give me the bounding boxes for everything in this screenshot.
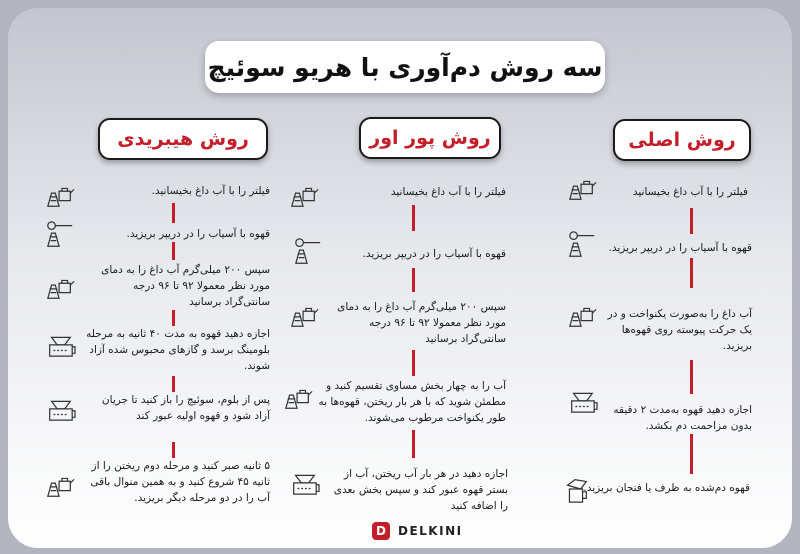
kettle-icon	[288, 300, 320, 330]
step-text: اجازه دهید در هر بار آب ریختن، آب از بستر قهوه عبور کند و سپس بخش بعدی را اضافه کنید	[333, 468, 508, 512]
connector-line	[172, 242, 175, 260]
header-hybrid-method: روش هیبریدی	[98, 118, 268, 160]
scoop-icon	[292, 237, 324, 267]
connector-line	[690, 360, 693, 394]
connector-line	[172, 376, 175, 392]
connector-line	[412, 350, 415, 376]
step-text: سپس ۲۰۰ میلی‌گرم آب داغ را به دمای مورد نظر معمولا ۹۲ تا ۹۶ درجه سانتی‌گراد برسانید	[337, 301, 506, 345]
step-text: آب داغ را به‌صورت یکنواخت و در یک حرکت پیوسته روی قهوه‌ها بریزید.	[607, 308, 752, 352]
step-text: قهوه با آسیاب را در دریپر بریزید.	[608, 242, 752, 254]
kettle-icon	[44, 470, 76, 500]
connector-line	[412, 268, 415, 292]
connector-line	[412, 205, 415, 231]
header-pour-over-method: روش پور اور	[359, 117, 501, 159]
step-text: فیلتر را با آب داغ بخیسانید	[632, 186, 748, 198]
step-text: اجازه دهید قهوه به مدت ۴۰ ثانیه به مرحله بلومینگ برسد و گازهای محبوس شده آزاد شوند.	[86, 328, 270, 372]
connector-line	[412, 430, 415, 458]
brand-mark-icon: D	[372, 522, 390, 540]
connector-line	[172, 203, 175, 223]
connector-line	[690, 434, 693, 474]
connector-line	[172, 442, 175, 458]
server-icon	[288, 466, 320, 496]
scoop-icon	[566, 230, 598, 260]
brand-name: DELKINI	[398, 524, 463, 538]
step-text: قهوه با آسیاب را در دریپر بریزید.	[362, 248, 506, 260]
step-text: پس از بلوم، سوئیچ را باز کنید تا جریان آزاد شود و قهوه اولیه عبور کند	[101, 394, 270, 422]
step-text: آب را به چهار بخش مساوی تقسیم کنید و مطمئن شوید که با هر بار ریختن، قهوه‌ها به طور یکنواخت مرطوب می‌شوند.	[318, 380, 506, 424]
brand-logo	[372, 522, 463, 540]
kettle-icon	[44, 180, 76, 210]
connector-line	[690, 208, 693, 234]
server-icon	[44, 328, 76, 358]
step-text: ۵ ثانیه صبر کنید و مرحله دوم ریختن را از ثانیه ۴۵ شروع کنید و به همین منوال باقی آب را در دو مرحله دیگر بریزید.	[90, 460, 270, 504]
server-icon	[566, 384, 598, 414]
step-text: قهوه دم‌شده به ظرف یا فنجان بریزید.	[583, 482, 750, 494]
scoop-icon	[44, 220, 76, 250]
step-text: سپس ۲۰۰ میلی‌گرم آب داغ را به دمای مورد نظر معمولا ۹۲ تا ۹۶ درجه سانتی‌گراد برسانید	[101, 264, 270, 308]
cup-icon	[560, 474, 592, 504]
step-text: اجازه دهید قهوه به‌مدت ۲ دقیقه بدون مزاحمت دم بکشد.	[613, 404, 752, 432]
header-original-method: روش اصلی	[613, 119, 751, 161]
kettle-icon	[566, 300, 598, 330]
page-title: سه روش دم‌آوری با هریو سوئیچ	[205, 41, 605, 93]
server-icon	[44, 392, 76, 422]
kettle-icon	[282, 382, 314, 412]
kettle-icon	[566, 173, 598, 203]
step-text: قهوه با آسیاب را در دریپر بریزید.	[126, 228, 270, 240]
kettle-icon	[288, 180, 320, 210]
connector-line	[690, 258, 693, 288]
kettle-icon	[44, 272, 76, 302]
connector-line	[172, 310, 175, 326]
step-text: فیلتر را با آب داغ بخیسانید	[390, 186, 506, 198]
step-text: فیلتر را با آب داغ بخیسانید.	[151, 185, 270, 197]
